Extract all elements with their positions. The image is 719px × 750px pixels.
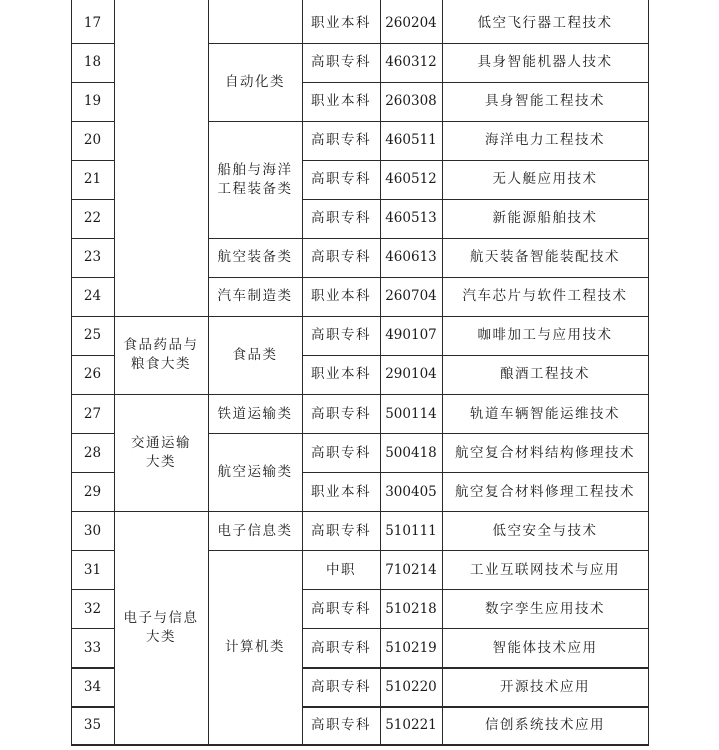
major-subcategory: 铁道运输类: [217, 405, 293, 422]
major-code: 460513: [385, 210, 437, 227]
major-category: 电子与信息 大类: [123, 609, 199, 645]
major-category: 食品药品与 粮食大类: [123, 337, 199, 373]
education-level: 高职专科: [311, 210, 371, 227]
major-code: 510218: [385, 600, 437, 617]
education-level: 高职专科: [311, 600, 371, 617]
major-name: 酿酒工程技术: [500, 366, 590, 383]
major-name: 无人艇应用技术: [492, 171, 598, 188]
major-name: 新能源船舶技术: [492, 210, 598, 227]
major-name: 开源技术应用: [500, 678, 590, 695]
major-name: 数字孪生应用技术: [485, 600, 605, 617]
major-name: 智能体技术应用: [492, 639, 598, 656]
education-level: 高职专科: [311, 132, 371, 149]
major-name: 工业互联网技术与应用: [470, 561, 620, 578]
major-subcategory: 食品类: [232, 346, 278, 363]
row-number: 33: [83, 639, 102, 656]
education-level: 高职专科: [311, 444, 371, 461]
major-name: 轨道车辆智能运维技术: [470, 405, 620, 422]
row-number: 23: [83, 249, 102, 266]
major-name: 低空安全与技术: [492, 522, 598, 539]
major-code: 510220: [385, 678, 437, 695]
major-name: 汽车芯片与软件工程技术: [462, 288, 628, 305]
major-name: 航空复合材料修理工程技术: [455, 483, 635, 500]
row-number: 25: [83, 327, 102, 344]
major-code: 290104: [385, 366, 437, 383]
row-number: 31: [83, 561, 102, 578]
education-level: 职业本科: [311, 93, 371, 110]
education-level: 高职专科: [311, 716, 371, 733]
row-number: 26: [83, 366, 102, 383]
education-level: 高职专科: [311, 54, 371, 71]
major-subcategory: 电子信息类: [217, 522, 293, 539]
row-number: 35: [83, 716, 102, 733]
row-number: 27: [83, 405, 102, 422]
major-name: 航天装备智能装配技术: [470, 249, 620, 266]
major-code: 460512: [385, 171, 437, 188]
major-name: 航空复合材料结构修理技术: [455, 444, 635, 461]
major-name: 低空飞行器工程技术: [477, 15, 613, 32]
major-code: 260704: [385, 288, 437, 305]
row-number: 18: [83, 54, 102, 71]
major-subcategory: 航空运输类: [217, 464, 293, 481]
row-number: 22: [83, 210, 102, 227]
row-number: 20: [83, 132, 102, 149]
table-bottom-border: [71, 744, 649, 746]
major-code: 490107: [385, 327, 437, 344]
education-level: 高职专科: [311, 327, 371, 344]
education-level: 高职专科: [311, 639, 371, 656]
row-number: 34: [83, 678, 102, 695]
major-name: 咖啡加工与应用技术: [477, 327, 613, 344]
row-number: 30: [83, 522, 102, 539]
major-code: 460312: [385, 54, 437, 71]
major-code: 500418: [385, 444, 437, 461]
major-code: 260308: [385, 93, 437, 110]
education-level: 高职专科: [311, 249, 371, 266]
education-level: 高职专科: [311, 522, 371, 539]
major-code: 260204: [385, 15, 437, 32]
major-subcategory: 船舶与海洋 工程装备类: [217, 161, 293, 197]
major-code: 710214: [385, 561, 437, 578]
row-number: 28: [83, 444, 102, 461]
major-name: 具身智能工程技术: [485, 93, 605, 110]
major-name: 具身智能机器人技术: [477, 54, 613, 71]
major-name: 海洋电力工程技术: [485, 132, 605, 149]
education-level: 中职: [326, 561, 356, 578]
major-code: 460613: [385, 249, 437, 266]
education-level: 高职专科: [311, 678, 371, 695]
major-subcategory: [208, 0, 302, 43]
education-level: 职业本科: [311, 366, 371, 383]
education-level: 高职专科: [311, 405, 371, 422]
major-subcategory: 航空装备类: [217, 249, 293, 266]
major-subcategory: 自动化类: [225, 73, 285, 90]
major-category: [114, 0, 208, 316]
education-level: 高职专科: [311, 171, 371, 188]
major-code: 300405: [385, 483, 437, 500]
major-subcategory: 计算机类: [225, 638, 285, 655]
row-number: 29: [83, 483, 102, 500]
major-code: 510111: [385, 522, 437, 539]
row-number: 17: [83, 15, 102, 32]
row-number: 32: [83, 600, 102, 617]
major-code: 510221: [385, 716, 437, 733]
major-subcategory: 汽车制造类: [217, 288, 293, 305]
row-number: 24: [83, 288, 102, 305]
row-number: 19: [83, 93, 102, 110]
row-number: 21: [83, 171, 102, 188]
education-level: 职业本科: [311, 288, 371, 305]
major-name: 信创系统技术应用: [485, 716, 605, 733]
major-code: 500114: [385, 405, 437, 422]
education-level: 职业本科: [311, 483, 371, 500]
major-category: 交通运输 大类: [131, 435, 191, 471]
major-code: 460511: [385, 132, 437, 149]
major-code: 510219: [385, 639, 437, 656]
education-level: 职业本科: [311, 15, 371, 32]
